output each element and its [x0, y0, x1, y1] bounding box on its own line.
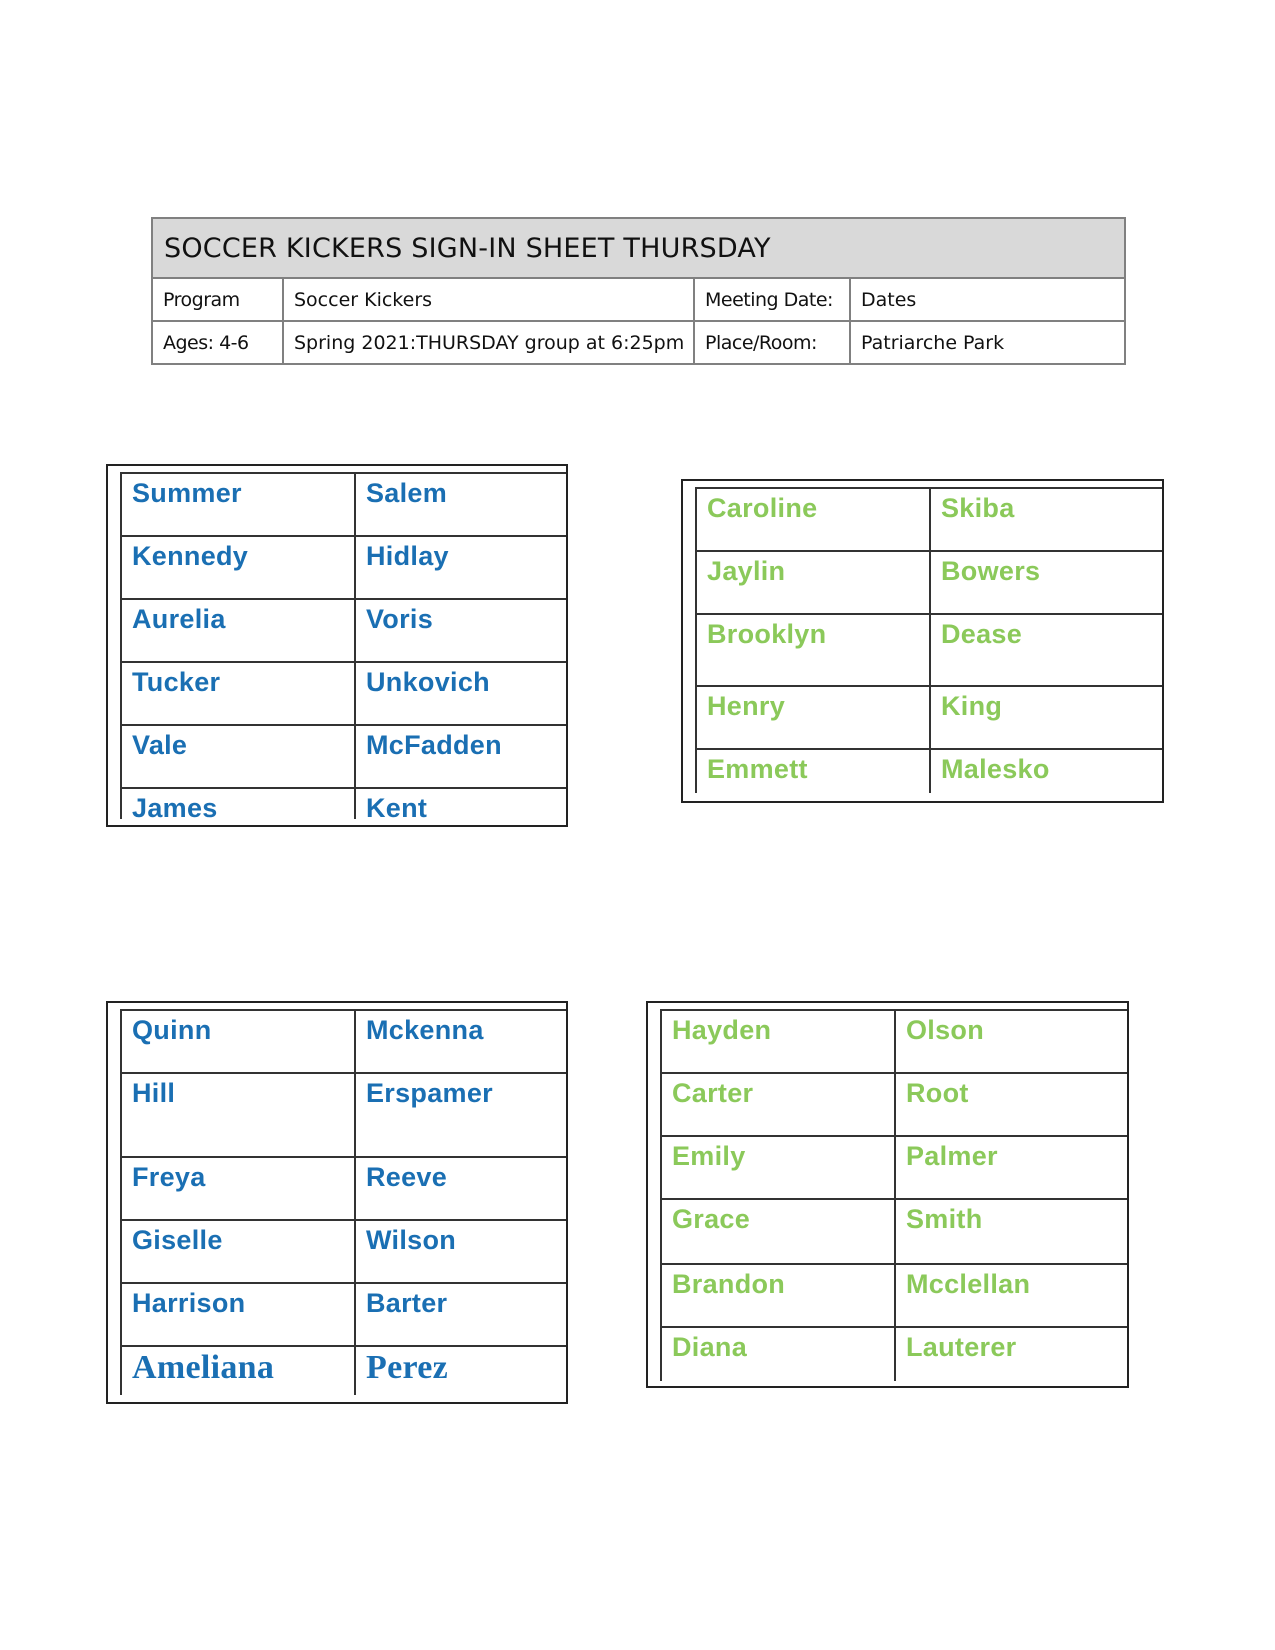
- last-name: Kent: [354, 789, 566, 819]
- last-name: Bowers: [929, 552, 1162, 613]
- last-name: Wilson: [354, 1221, 566, 1282]
- first-name: Freya: [120, 1158, 354, 1219]
- list-item: [120, 787, 566, 819]
- last-name: Perez: [354, 1347, 566, 1395]
- list-item: [120, 535, 566, 598]
- first-name: James: [120, 789, 354, 819]
- name-block-2: [681, 479, 1164, 803]
- last-name: Mckenna: [354, 1011, 566, 1072]
- first-name: Kennedy: [120, 537, 354, 598]
- meeting-date-value: Dates: [849, 279, 1124, 320]
- last-name: King: [929, 687, 1162, 748]
- program-label: Program: [163, 288, 240, 311]
- list-item: [660, 1072, 1127, 1135]
- first-name: Hill: [120, 1074, 354, 1156]
- first-name: Caroline: [695, 489, 929, 550]
- list-item: [660, 1009, 1127, 1072]
- last-name: Olson: [894, 1011, 1127, 1072]
- first-name: Carter: [660, 1074, 894, 1135]
- first-name: Ameliana: [120, 1347, 354, 1395]
- last-name: Malesko: [929, 750, 1162, 793]
- sign-in-header-table: [151, 217, 1126, 365]
- first-name: Grace: [660, 1200, 894, 1263]
- list-item: [120, 598, 566, 661]
- name-block-4: [646, 1001, 1129, 1388]
- first-name: Emmett: [695, 750, 929, 793]
- first-name: Brandon: [660, 1265, 894, 1326]
- program-value: Soccer Kickers: [282, 279, 693, 320]
- meeting-date-label: Meeting Date:: [693, 279, 849, 320]
- last-name: Reeve: [354, 1158, 566, 1219]
- last-name: Barter: [354, 1284, 566, 1345]
- first-name: Tucker: [120, 663, 354, 724]
- last-name: Smith: [894, 1200, 1127, 1263]
- last-name: McFadden: [354, 726, 566, 787]
- last-name: Salem: [354, 474, 566, 535]
- list-item: [695, 748, 1162, 793]
- header-row-ages: [153, 320, 1124, 363]
- place-label: Place/Room:: [693, 322, 849, 363]
- last-name: Palmer: [894, 1137, 1127, 1198]
- list-item: [660, 1263, 1127, 1326]
- last-name: Voris: [354, 600, 566, 661]
- header-row-program: [153, 279, 1124, 320]
- list-item: [660, 1198, 1127, 1263]
- first-name: Giselle: [120, 1221, 354, 1282]
- last-name: Lauterer: [894, 1328, 1127, 1381]
- first-name: Harrison: [120, 1284, 354, 1345]
- list-item: [695, 685, 1162, 748]
- list-item: [120, 1156, 566, 1219]
- session-value: Spring 2021:THURSDAY group at 6:25pm: [282, 322, 693, 363]
- last-name: Unkovich: [354, 663, 566, 724]
- sheet-title: SOCCER KICKERS SIGN-IN SHEET THURSDAY: [153, 219, 1124, 279]
- list-item: [120, 724, 566, 787]
- last-name: Skiba: [929, 489, 1162, 550]
- first-name: Quinn: [120, 1011, 354, 1072]
- first-name: Summer: [120, 474, 354, 535]
- list-item: [695, 550, 1162, 613]
- name-block-1: [106, 464, 568, 827]
- list-item: [120, 1345, 566, 1395]
- name-block-3: [106, 1001, 568, 1404]
- last-name: Dease: [929, 615, 1162, 685]
- last-name: Hidlay: [354, 537, 566, 598]
- list-item: [120, 472, 566, 535]
- list-item: [120, 661, 566, 724]
- first-name: Emily: [660, 1137, 894, 1198]
- first-name: Aurelia: [120, 600, 354, 661]
- last-name: Root: [894, 1074, 1127, 1135]
- list-item: [120, 1219, 566, 1282]
- last-name: Erspamer: [354, 1074, 566, 1156]
- last-name: Mcclellan: [894, 1265, 1127, 1326]
- list-item: [660, 1135, 1127, 1198]
- first-name: Vale: [120, 726, 354, 787]
- place-value: Patriarche Park: [849, 322, 1124, 363]
- list-item: [660, 1326, 1127, 1381]
- first-name: Hayden: [660, 1011, 894, 1072]
- first-name: Diana: [660, 1328, 894, 1381]
- ages-label: Ages: 4-6: [163, 331, 249, 354]
- list-item: [120, 1282, 566, 1345]
- first-name: Jaylin: [695, 552, 929, 613]
- list-item: [695, 613, 1162, 685]
- first-name: Brooklyn: [695, 615, 929, 685]
- list-item: [695, 487, 1162, 550]
- list-item: [120, 1072, 566, 1156]
- list-item: [120, 1009, 566, 1072]
- first-name: Henry: [695, 687, 929, 748]
